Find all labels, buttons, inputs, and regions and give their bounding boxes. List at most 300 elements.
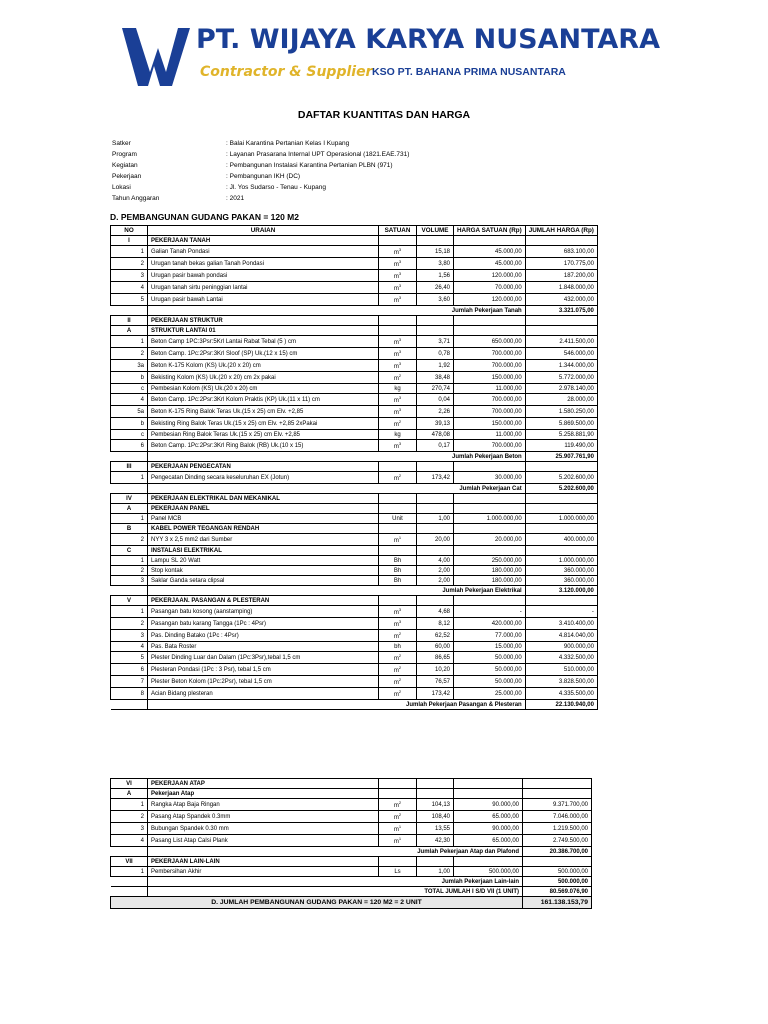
cell-satuan bbox=[379, 779, 417, 789]
cell-harga bbox=[454, 494, 526, 504]
cell-harga bbox=[454, 504, 526, 514]
table-row bbox=[111, 440, 598, 452]
cell-jumlah: 2.978.140,00 bbox=[525, 384, 597, 394]
cell-satuan: $m^3$ bbox=[379, 336, 417, 348]
unit-exponent: 2 bbox=[398, 677, 402, 682]
cell-uraian: Pekerjaan Atap bbox=[148, 789, 379, 799]
cell-harga: 77.000,00 bbox=[454, 630, 526, 642]
table-row bbox=[111, 867, 592, 877]
cell-harga: 700.000,00 bbox=[454, 360, 526, 372]
table-row bbox=[111, 688, 598, 700]
cell-harga: 180.000,00 bbox=[454, 576, 526, 586]
cell-satuan: $m^2$ bbox=[379, 630, 417, 642]
cell-volume: 173,42 bbox=[417, 472, 454, 484]
cell-uraian: Pembesian Kolom (KS) Uk.(20 x 20) cm bbox=[148, 384, 379, 394]
cell-satuan bbox=[379, 316, 417, 326]
cell-jumlah: 510.000,00 bbox=[525, 664, 597, 676]
cell-no: b bbox=[111, 372, 148, 384]
section-row bbox=[111, 462, 598, 472]
table-row bbox=[111, 576, 598, 586]
cell-volume: 1,92 bbox=[417, 360, 454, 372]
cell-jumlah bbox=[525, 524, 597, 534]
subtotal-label: Jumlah Pekerjaan Atap dan Plafond bbox=[148, 847, 523, 857]
cell-satuan: $m^2$ bbox=[379, 418, 417, 430]
meta-row bbox=[112, 160, 409, 171]
section-row bbox=[111, 546, 598, 556]
cell-no: 7 bbox=[111, 676, 148, 688]
table-row bbox=[111, 652, 598, 664]
project-meta bbox=[112, 138, 409, 204]
section-row bbox=[111, 504, 598, 514]
cell-harga: 420.000,00 bbox=[454, 618, 526, 630]
cell-no: 3 bbox=[111, 823, 148, 835]
cell-uraian: Pembersihan Akhir bbox=[148, 867, 379, 877]
table-header-row bbox=[111, 226, 598, 236]
cell-satuan: kg bbox=[379, 430, 417, 440]
cell-volume: 270,74 bbox=[417, 384, 454, 394]
cell-satuan: $m^1$ bbox=[379, 835, 417, 847]
cell-jumlah bbox=[525, 504, 597, 514]
table-row bbox=[111, 258, 598, 270]
cell-satuan: bh bbox=[379, 642, 417, 652]
header-volume: VOLUME bbox=[417, 226, 454, 236]
cell-satuan bbox=[379, 857, 417, 867]
cell-satuan: $m^2$ bbox=[379, 811, 417, 823]
cell-volume: 4,00 bbox=[417, 556, 454, 566]
cell-uraian: Beton Camp. 1Pc:2Psr:3Krl Kolom Praktis (KP) Uk.(11 x 11) cm bbox=[148, 394, 379, 406]
cell-satuan bbox=[379, 789, 417, 799]
cell-jumlah: 5.869.500,00 bbox=[525, 418, 597, 430]
subtotal-row bbox=[111, 700, 598, 710]
section-row bbox=[111, 596, 598, 606]
cell-volume bbox=[417, 504, 454, 514]
cell-satuan: $m^1$ bbox=[379, 534, 417, 546]
cell-satuan: $m^3$ bbox=[379, 360, 417, 372]
cell-jumlah: 683.100,00 bbox=[525, 246, 597, 258]
unit-exponent: 2 bbox=[398, 653, 402, 658]
cell-no: 5 bbox=[111, 652, 148, 664]
cell-no: A bbox=[111, 326, 148, 336]
unit-exponent: 3 bbox=[398, 607, 402, 612]
cell-harga: 70.000,00 bbox=[454, 282, 526, 294]
cell-harga: 1.000.000,00 bbox=[454, 514, 526, 524]
table-row bbox=[111, 472, 598, 484]
cell-no: 2 bbox=[111, 534, 148, 546]
cell-volume: 478,08 bbox=[417, 430, 454, 440]
unit-exponent: 2 bbox=[398, 473, 402, 478]
cell-uraian: Acian Bidang plesteran bbox=[148, 688, 379, 700]
cell-uraian: INSTALASI ELEKTRIKAL bbox=[148, 546, 379, 556]
cell-satuan: $m^3$ bbox=[379, 440, 417, 452]
cell-no: A bbox=[111, 504, 148, 514]
subtotal-label: Jumlah Pekerjaan Beton bbox=[148, 452, 526, 462]
cell-harga bbox=[454, 236, 526, 246]
cell-uraian: Pengecatan Dinding secara keseluruhan EX (Jotun) bbox=[148, 472, 379, 484]
cell-satuan: $m^3$ bbox=[379, 406, 417, 418]
cell-satuan: Bh bbox=[379, 556, 417, 566]
grand-total-value: 161.138.153,79 bbox=[523, 897, 592, 909]
table-row bbox=[111, 282, 598, 294]
cell-jumlah: 1.000.000,00 bbox=[525, 556, 597, 566]
table-row bbox=[111, 394, 598, 406]
cell-uraian: PEKERJAAN PANEL bbox=[148, 504, 379, 514]
subtotal-row bbox=[111, 586, 598, 596]
unit-exponent: 2 bbox=[398, 631, 402, 636]
table-row bbox=[111, 430, 598, 440]
cell-volume: 2,00 bbox=[417, 576, 454, 586]
table-row bbox=[111, 606, 598, 618]
subtotal-row bbox=[111, 847, 592, 857]
meta-value: : Pembangunan IKH (DC) bbox=[226, 173, 301, 180]
cell-volume bbox=[417, 596, 454, 606]
cell-jumlah bbox=[525, 462, 597, 472]
table-row bbox=[111, 676, 598, 688]
unit-exponent: 3 bbox=[398, 619, 402, 624]
subtotal-label: Jumlah Pekerjaan Pasangan & Plesteran bbox=[148, 700, 526, 710]
cell-uraian: Galian Tanah Pondasi bbox=[148, 246, 379, 258]
cell-satuan: $m^3$ bbox=[379, 618, 417, 630]
cell-no: 8 bbox=[111, 688, 148, 700]
cell-jumlah: 28.000,00 bbox=[525, 394, 597, 406]
cell-harga bbox=[454, 524, 526, 534]
cell-harga: 700.000,00 bbox=[454, 406, 526, 418]
cell-satuan bbox=[379, 236, 417, 246]
meta-value: : Jl. Yos Sudarso - Tenau - Kupang bbox=[226, 184, 326, 191]
subtotal-value: 20.386.700,00 bbox=[523, 847, 592, 857]
cell-volume bbox=[417, 462, 454, 472]
grand-total-row bbox=[111, 897, 592, 909]
unit-exponent: 3 bbox=[398, 395, 402, 400]
cell-jumlah: 5.258.881,90 bbox=[525, 430, 597, 440]
cell-uraian: Beton Camp. 1Pc:2Psr:3Krl Ring Balok (RB) Uk.(10 x 15) bbox=[148, 440, 379, 452]
cell-harga: 500.000,00 bbox=[454, 867, 523, 877]
cell-no: 3a bbox=[111, 360, 148, 372]
cell-harga: 15.000,00 bbox=[454, 642, 526, 652]
cell-harga: 50.000,00 bbox=[454, 676, 526, 688]
cell-uraian: Saklar Ganda setara clipsal bbox=[148, 576, 379, 586]
cell-harga bbox=[454, 462, 526, 472]
cell-uraian: Pas. Dinding Batako (1Pc : 4Psr) bbox=[148, 630, 379, 642]
table-row bbox=[111, 534, 598, 546]
cell-harga: 30.000,00 bbox=[454, 472, 526, 484]
cell-jumlah: 432.000,00 bbox=[525, 294, 597, 306]
cell-uraian: Lampu SL 20 Watt bbox=[148, 556, 379, 566]
subtotal-label: Jumlah Pekerjaan Lain-lain bbox=[148, 877, 523, 887]
cell-uraian: PEKERJAAN PENGECATAN bbox=[148, 462, 379, 472]
cell-harga bbox=[454, 779, 523, 789]
cell-volume: 62,52 bbox=[417, 630, 454, 642]
cell-jumlah: 1.219.500,00 bbox=[523, 823, 592, 835]
cell-uraian: Beton K-175 Kolom (KS) Uk.(20 x 20) cm bbox=[148, 360, 379, 372]
unit-exponent: 2 bbox=[398, 665, 402, 670]
cell-volume: 2,26 bbox=[417, 406, 454, 418]
header-jumlah: JUMLAH HARGA (Rp) bbox=[525, 226, 597, 236]
cell-satuan: kg bbox=[379, 384, 417, 394]
unit-exponent: 3 bbox=[398, 441, 402, 446]
cell-uraian: Bekisting Ring Balok Teras Uk.(15 x 25) cm Elv. +2,85 2xPakai bbox=[148, 418, 379, 430]
cell-no: 3 bbox=[111, 630, 148, 642]
cell-uraian: Pasangan batu kosong (aanstamping) bbox=[148, 606, 379, 618]
cell-jumlah: 4.814.040,00 bbox=[525, 630, 597, 642]
cell-volume: 0,78 bbox=[417, 348, 454, 360]
cell-uraian: Plesteran Pondasi (1Pc : 3 Psr), tebal 1,5 cm bbox=[148, 664, 379, 676]
cell-jumlah: 119.490,00 bbox=[525, 440, 597, 452]
cell-uraian: Panel MCB bbox=[148, 514, 379, 524]
cell-volume: 76,57 bbox=[417, 676, 454, 688]
cell-satuan: $m^2$ bbox=[379, 799, 417, 811]
cell-satuan: Bh bbox=[379, 576, 417, 586]
table-row bbox=[111, 642, 598, 652]
header-uraian: URAIAN bbox=[148, 226, 379, 236]
cell-satuan: $m^3$ bbox=[379, 246, 417, 258]
cell-satuan: $m^3$ bbox=[379, 606, 417, 618]
subtotal-value: 500.000,00 bbox=[523, 877, 592, 887]
table-row bbox=[111, 336, 598, 348]
cell-no: VI bbox=[111, 779, 148, 789]
quantity-table-roof bbox=[110, 778, 592, 909]
table-row bbox=[111, 566, 598, 576]
cell-volume: 60,00 bbox=[417, 642, 454, 652]
cell-no: I bbox=[111, 236, 148, 246]
cell-volume: 26,40 bbox=[417, 282, 454, 294]
cell-volume: 10,20 bbox=[417, 664, 454, 676]
unit-exponent: 2 bbox=[398, 419, 402, 424]
cell-jumlah: 3.828.500,00 bbox=[525, 676, 597, 688]
subtotal-label: Jumlah Pekerjaan Tanah bbox=[148, 306, 526, 316]
cell-uraian: Plester Beton Kolom (1Pc:2Psr), tebal 1,5 cm bbox=[148, 676, 379, 688]
cell-harga: 25.000,00 bbox=[454, 688, 526, 700]
cell-uraian: Stop kontak bbox=[148, 566, 379, 576]
cell-volume: 3,60 bbox=[417, 294, 454, 306]
cell-harga bbox=[454, 596, 526, 606]
meta-key: Program bbox=[112, 151, 137, 158]
cell-volume: 0,04 bbox=[417, 394, 454, 406]
meta-key: Pekerjaan bbox=[112, 173, 142, 180]
company-tagline: Contractor & Supplier bbox=[200, 64, 373, 80]
cell-jumlah bbox=[525, 494, 597, 504]
cell-satuan bbox=[379, 596, 417, 606]
cell-harga: 50.000,00 bbox=[454, 652, 526, 664]
header-harga: HARGA SATUAN (Rp) bbox=[454, 226, 526, 236]
cell-uraian: NYY 3 x 2,5 mm2 dari Sumber bbox=[148, 534, 379, 546]
unit-exponent: 2 bbox=[398, 373, 402, 378]
cell-harga bbox=[454, 546, 526, 556]
cell-no: 1 bbox=[111, 336, 148, 348]
unit-exponent: 3 bbox=[398, 349, 402, 354]
cell-uraian: Urugan tanah bekas galian Tanah Pondasi bbox=[148, 258, 379, 270]
cell-volume: 38,48 bbox=[417, 372, 454, 384]
cell-no: 2 bbox=[111, 566, 148, 576]
document-title: DAFTAR KUANTITAS DAN HARGA bbox=[297, 109, 471, 121]
cell-jumlah: 360.000,00 bbox=[525, 566, 597, 576]
cell-jumlah: 5.202.600,00 bbox=[525, 472, 597, 484]
cell-jumlah bbox=[525, 546, 597, 556]
cell-no: V bbox=[111, 596, 148, 606]
meta-row bbox=[112, 171, 409, 182]
cell-satuan bbox=[379, 494, 417, 504]
cell-jumlah: 1.000.000,00 bbox=[525, 514, 597, 524]
cell-no: 6 bbox=[111, 664, 148, 676]
cell-volume bbox=[417, 326, 454, 336]
cell-jumlah: 5.772.000,00 bbox=[525, 372, 597, 384]
subtotal-value: 3.120.000,00 bbox=[525, 586, 597, 596]
cell-volume: 0,17 bbox=[417, 440, 454, 452]
cell-satuan: $m^1$ bbox=[379, 823, 417, 835]
section-row bbox=[111, 857, 592, 867]
cell-no: 5a bbox=[111, 406, 148, 418]
cell-harga bbox=[454, 316, 526, 326]
table-row bbox=[111, 246, 598, 258]
cell-volume: 108,40 bbox=[417, 811, 454, 823]
table-row bbox=[111, 630, 598, 642]
cell-harga: 65.000,00 bbox=[454, 835, 523, 847]
table-row bbox=[111, 811, 592, 823]
quantity-table-main bbox=[110, 225, 598, 710]
subtotal-value: 5.202.600,00 bbox=[525, 484, 597, 494]
cell-no: 2 bbox=[111, 618, 148, 630]
cell-volume bbox=[417, 779, 454, 789]
cell-satuan: $m^3$ bbox=[379, 348, 417, 360]
unit-exponent: 3 bbox=[398, 361, 402, 366]
unit-exponent: 3 bbox=[398, 259, 402, 264]
cell-volume: 2,00 bbox=[417, 566, 454, 576]
table-row bbox=[111, 618, 598, 630]
cell-satuan bbox=[379, 546, 417, 556]
table-row bbox=[111, 372, 598, 384]
cell-jumlah bbox=[523, 779, 592, 789]
meta-key: Lokasi bbox=[112, 184, 131, 191]
cell-uraian: STRUKTUR LANTAI 01 bbox=[148, 326, 379, 336]
cell-uraian: PEKERJAAN. PASANGAN & PLESTERAN bbox=[148, 596, 379, 606]
cell-uraian: Beton Camp 1PC:3Psr:5Krl Lantai Rabat Tebal (5 ) cm bbox=[148, 336, 379, 348]
cell-no: II bbox=[111, 316, 148, 326]
cell-satuan: Bh bbox=[379, 566, 417, 576]
section-row bbox=[111, 316, 598, 326]
cell-harga: 45.000,00 bbox=[454, 246, 526, 258]
cell-harga: 120.000,00 bbox=[454, 270, 526, 282]
cell-jumlah: 400.000,00 bbox=[525, 534, 597, 546]
cell-satuan: $m^2$ bbox=[379, 688, 417, 700]
cell-harga: 11.000,00 bbox=[454, 384, 526, 394]
cell-harga: 250.000,00 bbox=[454, 556, 526, 566]
cell-no: 1 bbox=[111, 246, 148, 258]
subtotal-label: Jumlah Pekerjaan Cat bbox=[148, 484, 526, 494]
cell-satuan: $m^2$ bbox=[379, 676, 417, 688]
unit-exponent: 3 bbox=[398, 295, 402, 300]
meta-value: : Layanan Prasarana Internal UPT Operasional (1821.EAE.731) bbox=[226, 151, 410, 158]
table-row bbox=[111, 418, 598, 430]
cell-volume bbox=[417, 316, 454, 326]
cell-volume bbox=[417, 857, 454, 867]
cell-no: B bbox=[111, 524, 148, 534]
cell-harga: 65.000,00 bbox=[454, 811, 523, 823]
cell-volume: 104,13 bbox=[417, 799, 454, 811]
cell-no: A bbox=[111, 789, 148, 799]
cell-satuan: $m^2$ bbox=[379, 472, 417, 484]
cell-harga: 50.000,00 bbox=[454, 664, 526, 676]
cell-satuan: $m^3$ bbox=[379, 258, 417, 270]
cell-uraian: Beton Camp. 1Pc:2Psr:3Krl Sloof (SP) Uk.(12 x 15) cm bbox=[148, 348, 379, 360]
unit-exponent: 2 bbox=[398, 800, 402, 805]
cell-uraian: Urugan pasir bawah Lantai bbox=[148, 294, 379, 306]
section-row bbox=[111, 779, 592, 789]
cell-jumlah: 1.848.000,00 bbox=[525, 282, 597, 294]
cell-harga: 150.000,00 bbox=[454, 418, 526, 430]
subtotal-row bbox=[111, 306, 598, 316]
meta-value: : Pembangunan Instalasi Karantina Pertanian PLBN (971) bbox=[226, 162, 393, 169]
cell-jumlah: 2.749.500,00 bbox=[523, 835, 592, 847]
cell-jumlah: - bbox=[525, 606, 597, 618]
cell-no: b bbox=[111, 418, 148, 430]
cell-uraian: Rangka Atap Baja Ringan bbox=[148, 799, 379, 811]
cell-volume: 86,65 bbox=[417, 652, 454, 664]
cell-volume: 3,80 bbox=[417, 258, 454, 270]
cell-harga bbox=[454, 857, 523, 867]
cell-no: 4 bbox=[111, 642, 148, 652]
cell-no: 2 bbox=[111, 348, 148, 360]
cell-jumlah: 170.775,00 bbox=[525, 258, 597, 270]
cell-harga: 20.000,00 bbox=[454, 534, 526, 546]
cell-no: 1 bbox=[111, 606, 148, 618]
cell-uraian: PEKERJAAN ELEKTRIKAL DAN MEKANIKAL bbox=[148, 494, 379, 504]
section-row bbox=[111, 789, 592, 799]
cell-jumlah: 4.335.500,00 bbox=[525, 688, 597, 700]
unit-exponent: 1 bbox=[398, 836, 402, 841]
cell-satuan: $m^3$ bbox=[379, 394, 417, 406]
cell-harga bbox=[454, 326, 526, 336]
cell-uraian: Plester Dinding Luar dan Dalam (1Pc:3Psr),tebal 1,5 cm bbox=[148, 652, 379, 664]
cell-no: 4 bbox=[111, 282, 148, 294]
cell-volume: 20,00 bbox=[417, 534, 454, 546]
cell-jumlah bbox=[525, 326, 597, 336]
kso-partner: KSO PT. BAHANA PRIMA NUSANTARA bbox=[372, 66, 566, 78]
cell-volume: 1,00 bbox=[417, 514, 454, 524]
table-row bbox=[111, 360, 598, 372]
cell-harga: 700.000,00 bbox=[454, 440, 526, 452]
subtotal-label: Jumlah Pekerjaan Elektrikal bbox=[148, 586, 526, 596]
table-row bbox=[111, 514, 598, 524]
table-row bbox=[111, 835, 592, 847]
cell-harga: 90.000,00 bbox=[454, 823, 523, 835]
table-row bbox=[111, 348, 598, 360]
cell-satuan: $m^2$ bbox=[379, 664, 417, 676]
cell-jumlah: 546.000,00 bbox=[525, 348, 597, 360]
cell-volume: 1,56 bbox=[417, 270, 454, 282]
cell-harga: 45.000,00 bbox=[454, 258, 526, 270]
cell-harga: 150.000,00 bbox=[454, 372, 526, 384]
cell-uraian: Bubungan Spandek 0.30 mm bbox=[148, 823, 379, 835]
cell-satuan: $m^3$ bbox=[379, 294, 417, 306]
cell-no: 5 bbox=[111, 294, 148, 306]
cell-satuan: $m^2$ bbox=[379, 652, 417, 664]
cell-volume: 42,30 bbox=[417, 835, 454, 847]
cell-volume bbox=[417, 524, 454, 534]
cell-satuan: $m^3$ bbox=[379, 282, 417, 294]
cell-no: VII bbox=[111, 857, 148, 867]
table-row bbox=[111, 294, 598, 306]
section-row bbox=[111, 236, 598, 246]
table-row bbox=[111, 664, 598, 676]
cell-uraian: Pembesian Ring Balok Teras Uk.(15 x 25) cm Elv. +2,85 bbox=[148, 430, 379, 440]
subtotal-row bbox=[111, 877, 592, 887]
cell-jumlah: 500.000,00 bbox=[523, 867, 592, 877]
section-title: D. PEMBANGUNAN GUDANG PAKAN = 120 M2 bbox=[110, 212, 299, 222]
cell-uraian: Urugan tanah sirtu peninggian lantai bbox=[148, 282, 379, 294]
cell-harga: 90.000,00 bbox=[454, 799, 523, 811]
cell-satuan bbox=[379, 524, 417, 534]
cell-no: 3 bbox=[111, 270, 148, 282]
cell-uraian: PEKERJAAN ATAP bbox=[148, 779, 379, 789]
